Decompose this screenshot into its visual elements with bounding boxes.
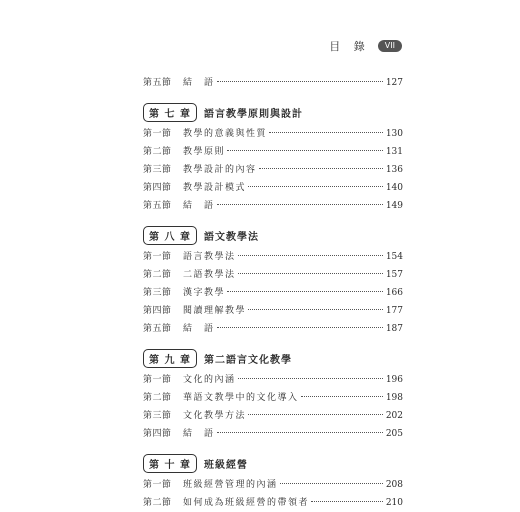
dot-leader: [269, 132, 383, 133]
chapter-label: 第 十 章: [143, 454, 197, 473]
chapter-label: 第 九 章: [143, 349, 197, 368]
section-title: 漢字教學: [183, 288, 226, 298]
toc-entry[interactable]: [143, 284, 403, 302]
toc-entry[interactable]: [143, 125, 403, 143]
dot-leader: [259, 168, 383, 169]
toc-entry[interactable]: [143, 248, 403, 266]
chapter-heading[interactable]: [143, 103, 403, 122]
page-number: 202: [385, 411, 403, 421]
section-title: 閱讀理解教學: [183, 306, 247, 316]
chapter-heading[interactable]: [143, 349, 403, 368]
header-label: 目 錄: [329, 40, 370, 53]
page-number: 198: [385, 393, 403, 403]
chapter-title: 語言教學原則與設計: [203, 109, 303, 120]
toc-entry[interactable]: [143, 320, 403, 338]
section-number: 第一節: [143, 129, 172, 139]
section-title: 文化的內涵: [183, 375, 236, 385]
chapter-heading[interactable]: [143, 226, 403, 245]
section-number: 第四節: [143, 306, 172, 316]
page-number: 127: [385, 78, 403, 88]
page-number: 140: [385, 183, 403, 193]
page-number: 187: [385, 324, 403, 334]
dot-leader: [217, 327, 383, 328]
section-title: 如何成為班級經營的帶領者: [183, 498, 310, 508]
section-number: 第二節: [143, 147, 172, 157]
section-title: 結 語: [183, 429, 215, 439]
section-number: 第一節: [143, 375, 172, 385]
dot-leader: [248, 414, 383, 415]
toc-entry[interactable]: [143, 302, 403, 320]
section-title: 文化教學方法: [183, 411, 247, 421]
toc-entry[interactable]: [143, 161, 403, 179]
toc-entry[interactable]: [143, 371, 403, 389]
chapter-title: 第二語言文化教學: [203, 355, 292, 366]
page-number: 149: [385, 201, 403, 211]
dot-leader: [217, 204, 383, 205]
toc-entry[interactable]: [143, 389, 403, 407]
section-number: 第五節: [143, 201, 172, 211]
toc-entry[interactable]: [143, 494, 403, 512]
section-number: 第三節: [143, 411, 172, 421]
toc-entry[interactable]: [143, 425, 403, 443]
section-title: 結 語: [183, 201, 215, 211]
page-number: 136: [385, 165, 403, 175]
section-number: 第二節: [143, 393, 172, 403]
section-title: 班級經營管理的內涵: [183, 480, 278, 490]
dot-leader: [238, 273, 383, 274]
section-title: 教學設計模式: [183, 183, 247, 193]
chapter-title: 語文教學法: [203, 232, 259, 243]
page-number: 157: [385, 270, 403, 280]
toc-entry[interactable]: [143, 197, 403, 215]
section-title: 教學原則: [183, 147, 226, 157]
toc-entry[interactable]: [143, 266, 403, 284]
section-title: 教學設計的內容: [183, 165, 257, 175]
toc-entry[interactable]: [143, 143, 403, 161]
section-number: 第四節: [143, 429, 172, 439]
page-number: 210: [385, 498, 403, 508]
dot-leader: [311, 501, 383, 502]
toc-entry[interactable]: [143, 179, 403, 197]
section-number: 第四節: [143, 183, 172, 193]
section-title: 教學的意義與性質: [183, 129, 268, 139]
toc-entry[interactable]: [143, 407, 403, 425]
chapter-label: 第 七 章: [143, 103, 197, 122]
table-of-contents: [143, 74, 403, 512]
chapter-heading[interactable]: [143, 454, 403, 473]
page-number-tab: VII: [378, 40, 402, 52]
section-number: 第一節: [143, 252, 172, 262]
dot-leader: [248, 309, 383, 310]
section-title: 華語文教學中的文化導入: [183, 393, 299, 403]
section-number: 第三節: [143, 288, 172, 298]
page-number: 154: [385, 252, 403, 262]
dot-leader: [301, 396, 383, 397]
section-title: 語言教學法: [183, 252, 236, 262]
running-header: [329, 38, 402, 54]
dot-leader: [238, 378, 383, 379]
dot-leader: [227, 291, 383, 292]
page-number: 196: [385, 375, 403, 385]
toc-entry[interactable]: [143, 74, 403, 92]
dot-leader: [217, 81, 383, 82]
section-title: 結 語: [183, 324, 215, 334]
page-number: 177: [385, 306, 403, 316]
section-number: 第二節: [143, 498, 172, 508]
section-number: 第五節: [143, 324, 172, 334]
page-number: 208: [385, 480, 403, 490]
page-number: 205: [385, 429, 403, 439]
section-number: 第一節: [143, 480, 172, 490]
page-number: 166: [385, 288, 403, 298]
dot-leader: [227, 150, 383, 151]
section-number: 第二節: [143, 270, 172, 280]
chapter-title: 班級經營: [203, 460, 248, 471]
section-number: 第三節: [143, 165, 172, 175]
page-number: 130: [385, 129, 403, 139]
section-title: 二語教學法: [183, 270, 236, 280]
section-number: 第五節: [143, 78, 172, 88]
dot-leader: [280, 483, 383, 484]
dot-leader: [238, 255, 383, 256]
dot-leader: [248, 186, 383, 187]
page-number: 131: [385, 147, 403, 157]
dot-leader: [217, 432, 383, 433]
section-title: 結 語: [183, 78, 215, 88]
toc-entry[interactable]: [143, 476, 403, 494]
chapter-label: 第 八 章: [143, 226, 197, 245]
